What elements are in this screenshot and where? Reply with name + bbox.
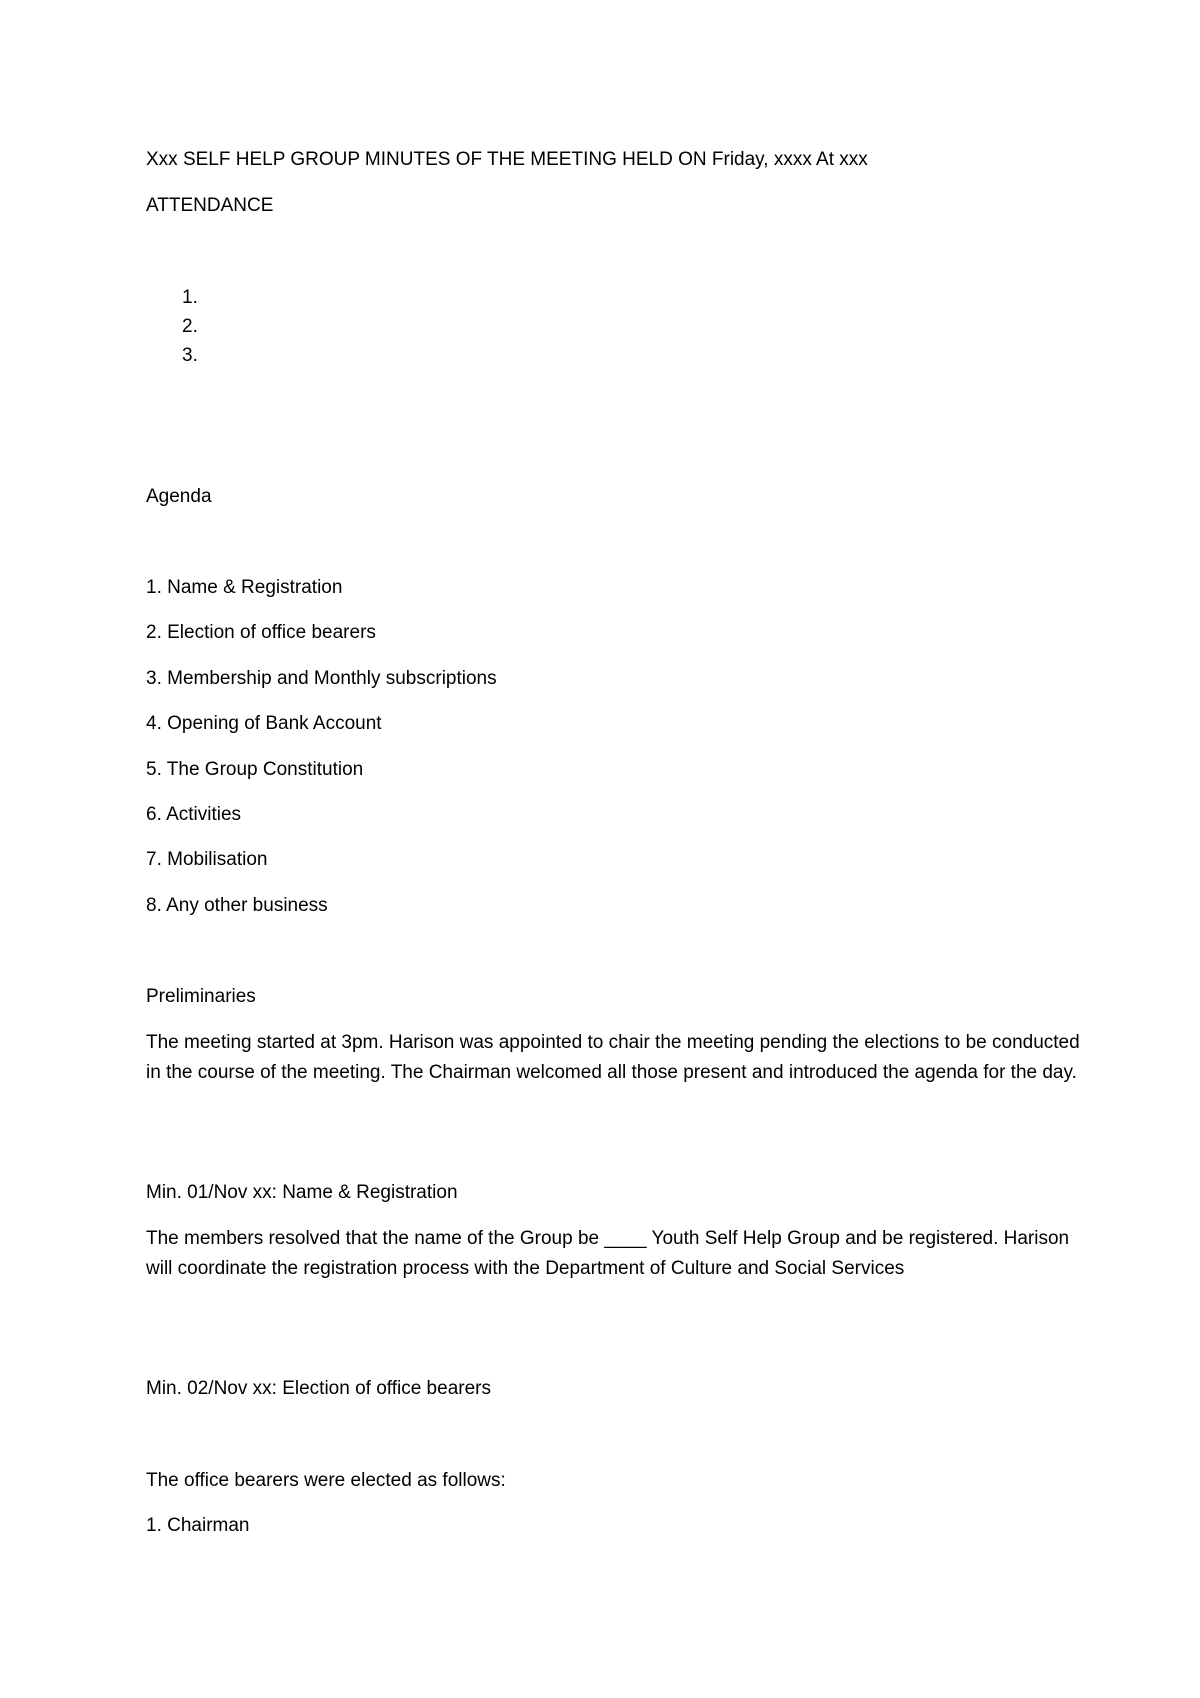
preliminaries-heading: Preliminaries (146, 986, 256, 1007)
preliminaries-text: The meeting started at 3pm. Harison was appointed to chair the meeting pending the elections to be conducted in the course of the meeting. The Chairman welcomed all those present and introduced the agenda for the day. (146, 1032, 1080, 1083)
agenda-item: 2. Election of office bearers (146, 622, 376, 643)
min01-heading: Min. 01/Nov xx: Name & Registration (146, 1182, 458, 1203)
attendance-number: 2. (182, 316, 198, 337)
attendance-number: 3. (182, 345, 198, 366)
attendance-heading: ATTENDANCE (146, 195, 274, 216)
agenda-item: 7. Mobilisation (146, 849, 268, 870)
agenda-item: 8. Any other business (146, 895, 328, 916)
agenda-item: 5. The Group Constitution (146, 759, 364, 780)
agenda-item: 3. Membership and Monthly subscriptions (146, 668, 497, 689)
agenda-item: 1. Name & Registration (146, 577, 343, 598)
min02-list-item: 1. Chairman (146, 1515, 250, 1536)
min01-text: The members resolved that the name of the Group be ____ Youth Self Help Group and be registered. Harison will coordinate the registration process with the Department of Culture and Social Services (146, 1228, 1070, 1279)
agenda-item: 6. Activities (146, 804, 242, 825)
document-title: Xxx SELF HELP GROUP MINUTES OF THE MEETING HELD ON Friday, xxxx At xxx (146, 149, 868, 170)
agenda-heading: Agenda (146, 486, 212, 507)
attendance-number: 1. (182, 287, 198, 308)
agenda-item: 4. Opening of Bank Account (146, 713, 382, 734)
min02-heading: Min. 02/Nov xx: Election of office bearers (146, 1378, 491, 1399)
min02-intro: The office bearers were elected as follows: (146, 1470, 506, 1491)
